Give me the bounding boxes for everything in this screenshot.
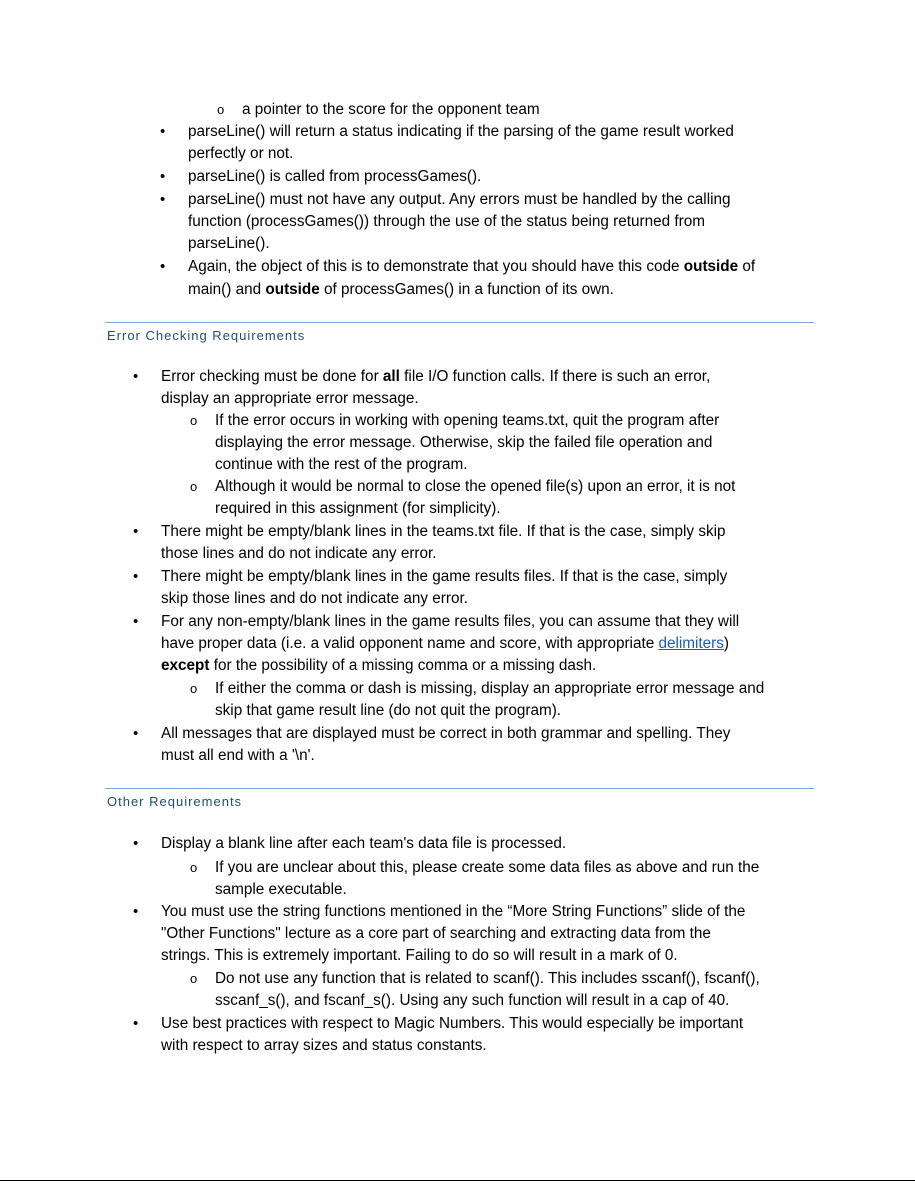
sub-bullet-icon: o	[190, 413, 198, 428]
list-item-continued: skip those lines and do not indicate any error.	[161, 590, 468, 607]
section-heading-error-checking: Error Checking Requirements	[107, 328, 306, 343]
list-item: Display a blank line after each team's data file is processed.	[161, 835, 567, 852]
list-item-continued: strings. This is extremely important. Failing to do so will result in a mark of 0.	[161, 947, 678, 964]
sub-list-item-continued: displaying the error message. Otherwise, skip the failed file operation and	[215, 434, 713, 451]
bullet-icon: •	[133, 903, 139, 920]
bullet-icon: •	[133, 725, 139, 742]
sub-bullet-icon: o	[190, 681, 198, 696]
delimiters-link[interactable]: delimiters	[658, 635, 724, 652]
section-heading-other: Other Requirements	[107, 794, 243, 809]
list-item-continued: have proper data (i.e. a valid opponent name and score, with appropriate delimiters)	[161, 635, 730, 652]
list-item: Use best practices with respect to Magic Numbers. This would especially be important	[161, 1015, 744, 1032]
list-item: parseLine() is called from processGames().	[188, 168, 482, 185]
list-item-continued: must all end with a '\n'.	[161, 747, 315, 764]
list-item: There might be empty/blank lines in the game results files. If that is the case, simply	[161, 568, 728, 585]
sub-bullet-icon: o	[217, 102, 225, 117]
list-item-continued: except for the possibility of a missing comma or a missing dash.	[161, 657, 597, 674]
list-item: Error checking must be done for all file I/O function calls. If there is such an error,	[161, 368, 711, 385]
bullet-icon: •	[160, 168, 166, 185]
sub-list-item: Although it would be normal to close the opened file(s) upon an error, it is not	[215, 478, 736, 495]
list-item: There might be empty/blank lines in the teams.txt file. If that is the case, simply skip	[161, 523, 726, 540]
sub-list-item-continued: sample executable.	[215, 881, 347, 898]
list-item: parseLine() will return a status indicating if the parsing of the game result worked	[188, 123, 734, 140]
sub-list-item: If you are unclear about this, please create some data files as above and run the	[215, 859, 760, 876]
section-divider	[105, 322, 814, 323]
sub-list-item-continued: sscanf_s(), and fscanf_s(). Using any such function will result in a cap of 40.	[215, 992, 730, 1009]
bullet-icon: •	[133, 523, 139, 540]
list-item: Again, the object of this is to demonstrate that you should have this code outside of	[188, 258, 756, 275]
bullet-icon: •	[133, 568, 139, 585]
list-item: All messages that are displayed must be correct in both grammar and spelling. They	[161, 725, 731, 742]
list-item: a pointer to the score for the opponent team	[242, 101, 540, 118]
bullet-icon: •	[133, 835, 139, 852]
sub-list-item: If either the comma or dash is missing, display an appropriate error message and	[215, 680, 765, 697]
list-item-continued: with respect to array sizes and status constants.	[161, 1037, 487, 1054]
bullet-icon: •	[160, 123, 166, 140]
list-item: For any non-empty/blank lines in the game results files, you can assume that they will	[161, 613, 740, 630]
bullet-icon: •	[133, 1015, 139, 1032]
list-item-continued: parseLine().	[188, 235, 270, 252]
list-item-continued: display an appropriate error message.	[161, 390, 419, 407]
sub-list-item: Do not use any function that is related to scanf(). This includes sscanf(), fscanf(),	[215, 970, 760, 987]
list-item-continued: perfectly or not.	[188, 145, 294, 162]
list-item-continued: those lines and do not indicate any error.	[161, 545, 437, 562]
list-item-continued: "Other Functions" lecture as a core part of searching and extracting data from the	[161, 925, 711, 942]
sub-list-item-continued: required in this assignment (for simplicity).	[215, 500, 501, 517]
page-bottom-border	[0, 1180, 915, 1181]
bullet-icon: •	[133, 613, 139, 630]
list-item-continued: function (processGames()) through the use of the status being returned from	[188, 213, 705, 230]
list-item-continued: main() and outside of processGames() in a function of its own.	[188, 281, 614, 298]
bullet-icon: •	[160, 191, 166, 208]
bullet-icon: •	[160, 258, 166, 275]
list-item: parseLine() must not have any output. Any errors must be handled by the calling	[188, 191, 731, 208]
bullet-icon: •	[133, 368, 139, 385]
sub-bullet-icon: o	[190, 971, 198, 986]
sub-bullet-icon: o	[190, 860, 198, 875]
section-divider	[105, 788, 814, 789]
sub-bullet-icon: o	[190, 479, 198, 494]
sub-list-item-continued: continue with the rest of the program.	[215, 456, 468, 473]
sub-list-item-continued: skip that game result line (do not quit the program).	[215, 702, 562, 719]
sub-list-item: If the error occurs in working with opening teams.txt, quit the program after	[215, 412, 720, 429]
list-item: You must use the string functions mentioned in the “More String Functions” slide of the	[161, 903, 746, 920]
